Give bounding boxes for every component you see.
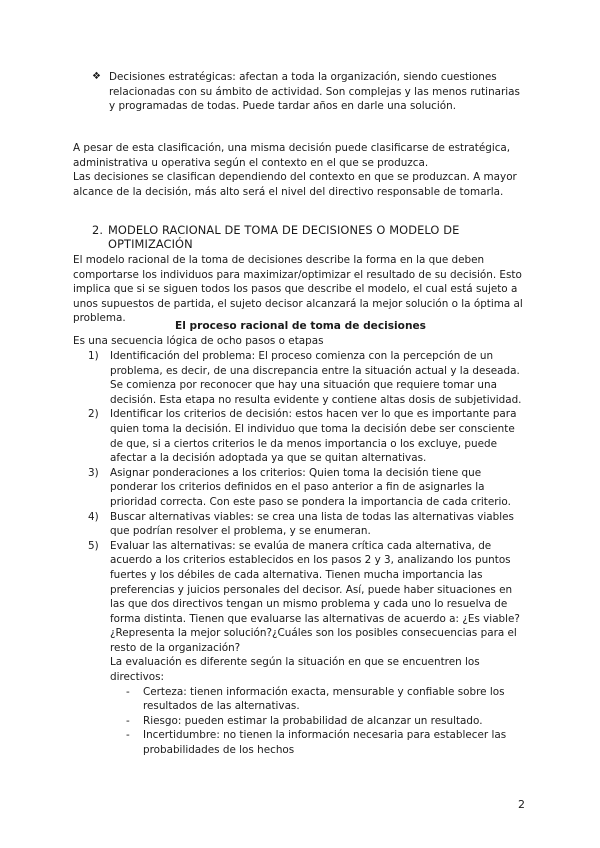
paragraph-classification: A pesar de esta clasificación, una misma decisión puede clasificarse de estratégica, administrativa u operativa según el contexto en el que se produzca. <box>73 142 511 169</box>
dash-bullet: - <box>126 685 130 698</box>
situation-text: Incertidumbre: no tienen la información necesaria para establecer las probabilidades de los hechos <box>143 729 507 757</box>
step-item <box>88 466 530 510</box>
subtitle-rational-process: El proceso racional de toma de decisiones <box>174 320 426 332</box>
dash-bullet: - <box>126 729 130 742</box>
intro-sequence: Es una secuencia lógica de ocho pasos o etapas <box>73 335 324 347</box>
dash-bullet: - <box>126 714 130 727</box>
situation-text: Certeza: tienen información exacta, mensurable y confiable sobre los resultados de las alternativas. <box>143 685 505 713</box>
step-text: Asignar ponderaciones a los criterios: Quien toma la decisión tiene que ponderar los criterios definidos en el paso anterior a fin de asignarles la prioridad correcta. Con este paso se pondera la importancia de cada criterio. <box>110 466 511 508</box>
step-item <box>88 407 530 465</box>
step-text: Identificación del problema: El proceso comienza con la percepción de un problema, es decir, de una discrepancia entre la situación actual y la deseada. Se comienza por reconocer que hay una situación que requiere tomar una decisión. Esta etapa no resulta evidente y contiene altas dosis de subjetividad. <box>110 350 522 406</box>
bullet-text: Decisiones estratégicas: afectan a toda la organización, siendo cuestiones relacionadas con su ámbito de actividad. Son complejas y las menos rutinarias y programadas de todas. Puede tardar años en darle una solución. <box>109 71 520 113</box>
step-item <box>88 510 530 539</box>
step-item <box>88 349 530 407</box>
steps-list <box>88 349 530 758</box>
diamond-bullet-icon: ❖ <box>92 71 101 82</box>
paragraph-rational-model: El modelo racional de la toma de decisiones describe la forma en la que deben comportarse los individuos para maximizar/optimizar el resultado de su decisión. Esto implica que si se siguen todos los pasos que describe el modelo, el cual está sujeto a unos supuestos de partida, el sujeto decisor alcanzará la mejor solución o la óptima al problema. <box>73 254 523 325</box>
step-number: 2) <box>88 408 99 421</box>
paragraph-context: Las decisiones se clasifican dependiendo del contexto en que se produzcan. A mayor alcance de la decisión, más alto será el nivel del directivo responsable de tomarla. <box>73 171 517 198</box>
step-5-evaluation-note: La evaluación es diferente según la situación en que se encuentren los directivos: <box>110 656 480 684</box>
page-number: 2 <box>518 798 525 811</box>
situation-item <box>126 685 530 714</box>
step-text: Identificar los criterios de decisión: estos hacen ver lo que es importante para quien toma la decisión. El individuo que toma la decisión debe ser consciente de que, si a ciertos criterios le da menos importancia o los excluye, puede afectar a la decisión adoptada ya que se quitan alternativas. <box>110 408 517 465</box>
step-text: Buscar alternativas viables: se crea una lista de todas las alternativas viables que podrían resolver el problema, y se enumeran. <box>110 510 514 538</box>
bullet-strategic-decisions <box>92 70 522 114</box>
step-number: 5) <box>88 539 99 552</box>
section-number: 2. <box>92 223 104 237</box>
step-number: 1) <box>88 350 99 362</box>
situation-item <box>126 728 530 757</box>
step-number: 4) <box>88 510 99 523</box>
step-text: Evaluar las alternativas: se evalúa de manera crítica cada alternativa, de acuerdo a los criterios establecidos en los pasos 2 y 3, analizando los puntos fuertes y los débiles de cada alternativa. Tienen mucha importancia las preferencias y juicios personales del decisor. Así, puede haber situaciones en las que dos directivos tengan un mismo problema y cada uno lo resuelva de forma distinta. Tienen que evaluarse las alternativas de acuerdo a: ¿Es viable?¿Representa la mejor solución?¿Cuáles son los posibles consecuencias para el resto de la organización? <box>110 539 520 654</box>
situation-item <box>126 714 530 729</box>
situations-list <box>126 685 530 758</box>
situation-text: Riesgo: pueden estimar la probabilidad de alcanzar un resultado. <box>143 714 483 727</box>
step-item <box>88 539 530 758</box>
step-number: 3) <box>88 466 99 479</box>
section-heading <box>92 223 512 251</box>
section-title: MODELO RACIONAL DE TOMA DE DECISIONES O MODELO DE OPTIMIZACIÓN <box>108 223 460 251</box>
